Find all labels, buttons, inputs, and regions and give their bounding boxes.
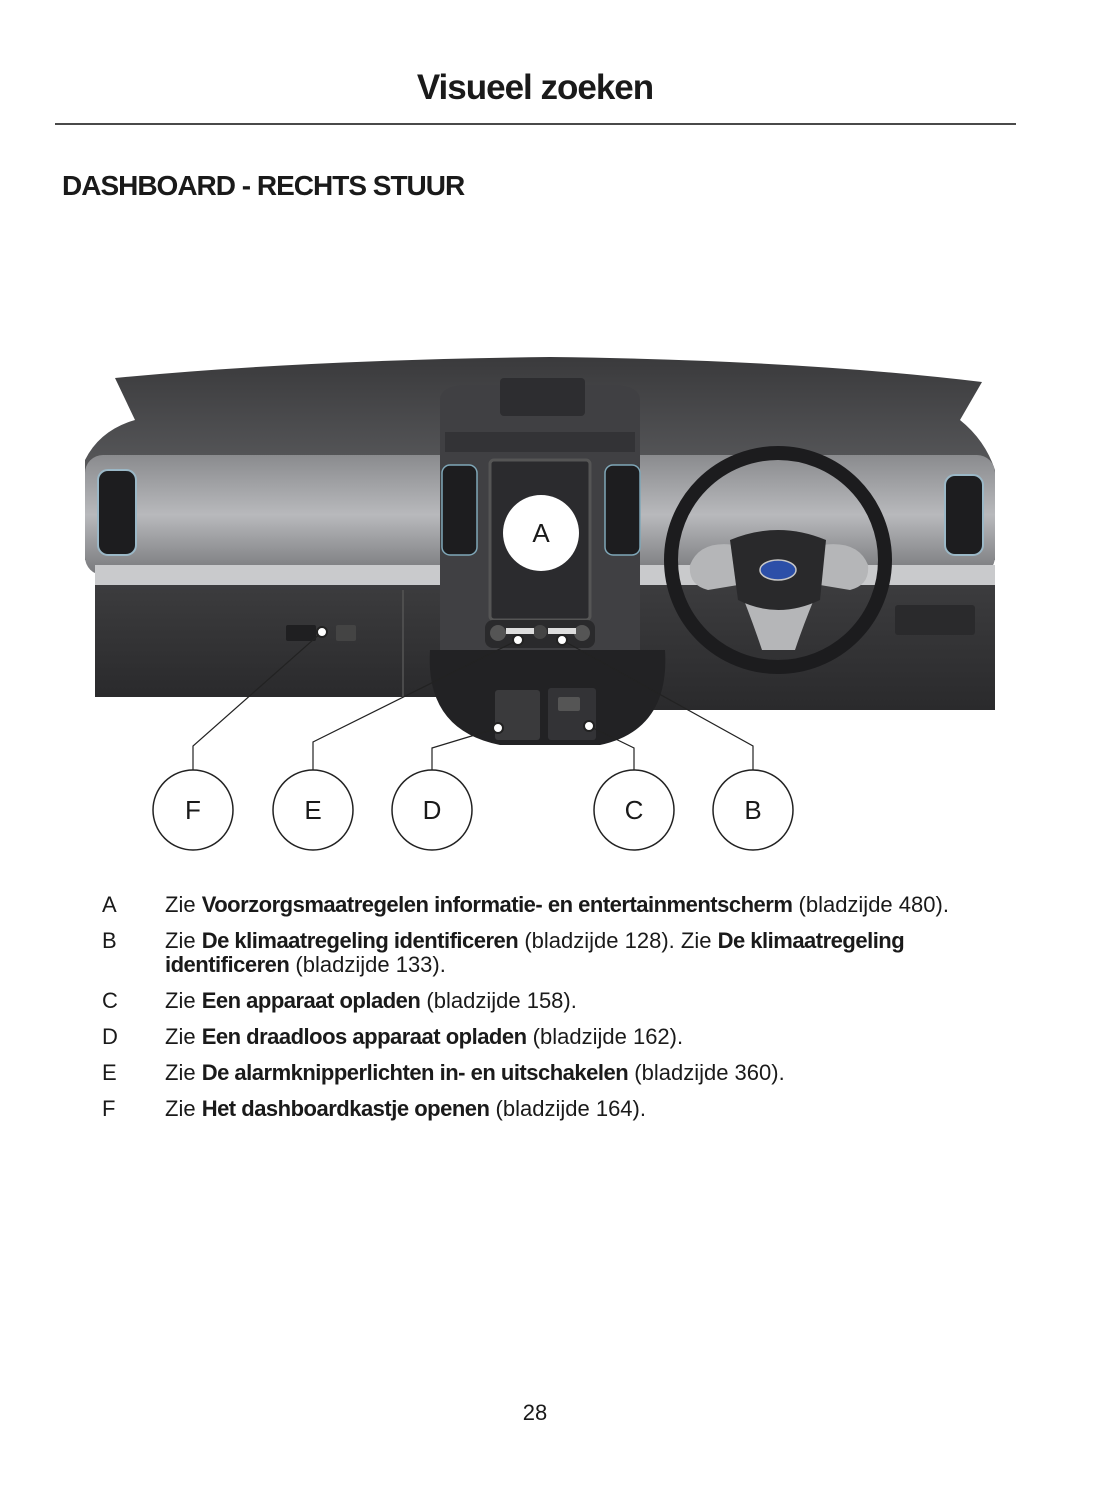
legend-text: Zie Een apparaat opladen (bladzijde 158). xyxy=(165,988,577,1013)
legend-text: Zie Een draadloos apparaat opladen (bladzijde 162). xyxy=(165,1024,684,1049)
legend-key: D xyxy=(102,1024,118,1049)
legend-key: A xyxy=(102,892,117,917)
legend-item-c xyxy=(100,989,1020,1013)
legend-item-b xyxy=(100,929,1020,977)
legend-text: Zie Het dashboardkastje openen (bladzijde 164). xyxy=(165,1096,646,1121)
legend-text: Zie Voorzorgsmaatregelen informatie- en entertainmentscherm (bladzijde 480). xyxy=(165,892,949,917)
legend-item-e xyxy=(100,1061,1020,1085)
dashboard-illustration xyxy=(0,340,1102,860)
legend-key: C xyxy=(102,988,118,1013)
legend-item-a xyxy=(100,893,1020,917)
legend-key: B xyxy=(102,928,117,953)
callout-b-label: B xyxy=(744,795,762,825)
callout-f-label: F xyxy=(185,795,201,825)
legend-item-d xyxy=(100,1025,1020,1049)
cross-reference-link[interactable]: Een apparaat opladen xyxy=(201,988,421,1013)
legend-text: Zie De klimaatregeling identificeren (bladzijde 128). Zie De klimaatregeling identificeren (bladzijde 133). xyxy=(165,928,905,977)
legend-item-f xyxy=(100,1097,1020,1121)
cross-reference-link[interactable]: De alarmknipperlichten in- en uitschakelen xyxy=(201,1060,629,1085)
legend-key: F xyxy=(102,1096,116,1121)
page-title: Visueel zoeken xyxy=(416,68,654,107)
title-divider xyxy=(55,123,1016,125)
legend-text: Zie De alarmknipperlichten in- en uitschakelen (bladzijde 360). xyxy=(165,1060,785,1085)
section-heading: DASHBOARD - RECHTS STUUR xyxy=(62,170,465,201)
dashboard-diagram xyxy=(0,340,1102,860)
callout-c-label: C xyxy=(624,795,644,825)
cross-reference-link[interactable]: Voorzorgsmaatregelen informatie- en entertainmentscherm xyxy=(201,892,793,917)
callout-legend xyxy=(100,893,1020,1133)
page-number: 28 xyxy=(522,1400,548,1425)
callout-d-label: D xyxy=(422,795,442,825)
legend-key: E xyxy=(102,1060,117,1085)
cross-reference-link[interactable]: De klimaatregeling identificeren xyxy=(165,928,905,977)
cross-reference-link[interactable]: Het dashboardkastje openen xyxy=(201,1096,490,1121)
callout-a-label: A xyxy=(532,518,550,548)
cross-reference-link[interactable]: De klimaatregeling identificeren xyxy=(201,928,519,953)
callout-e-label: E xyxy=(304,795,322,825)
cross-reference-link[interactable]: Een draadloos apparaat opladen xyxy=(201,1024,527,1049)
